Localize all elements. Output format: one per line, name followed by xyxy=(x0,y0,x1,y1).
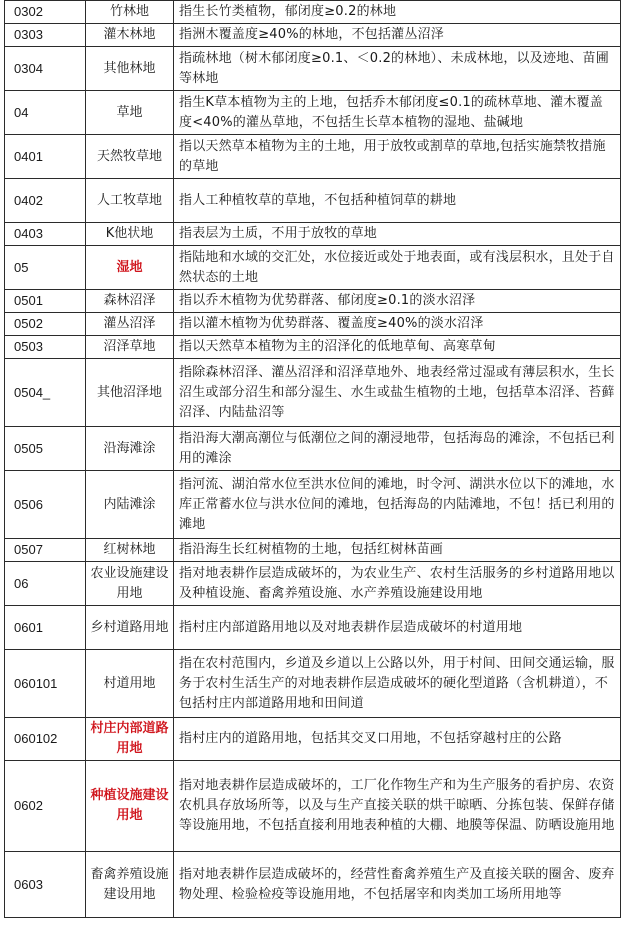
code-cell: 0304 xyxy=(5,47,86,91)
name-cell: 内陆滩涂 xyxy=(86,471,174,539)
code-cell: 0507 xyxy=(5,539,86,562)
description-cell: 指在农村范围内，乡道及乡道以上公路以外，用于村间、田间交通运输，服务于农村生活生产的对地表耕作层造成破坏的硬化型道路（含机耕道），不包括村庄内部道路用地和田间道 xyxy=(174,650,621,718)
name-cell: 草地 xyxy=(86,91,174,135)
code-cell: 0403 xyxy=(5,223,86,246)
table-row xyxy=(5,606,621,650)
description-cell: 指洲木覆盖度≥40%的林地，不包括灌丛沼泽 xyxy=(174,24,621,47)
name-cell: 竹林地 xyxy=(86,1,174,24)
description-cell: 指表层为土质，不用于放牧的草地 xyxy=(174,223,621,246)
name-cell: 沼泽草地 xyxy=(86,336,174,359)
table-row xyxy=(5,852,621,918)
code-cell: 05 xyxy=(5,246,86,290)
table-row xyxy=(5,471,621,539)
code-cell: 0504_ xyxy=(5,359,86,427)
table-row xyxy=(5,223,621,246)
name-cell: 灌丛沼泽 xyxy=(86,313,174,336)
code-cell: 0505 xyxy=(5,427,86,471)
code-cell: 0506 xyxy=(5,471,86,539)
table-row xyxy=(5,179,621,223)
name-cell: 农业设施建设用地 xyxy=(86,562,174,606)
description-cell: 指对地表耕作层造成破坏的，工厂化作物生产和为生产服务的看护房、农资农机具存放场所等，以及与生产直接关联的烘干晾晒、分拣包装、保鲜存储等设施用地，不包括直接利用地表种植的大棚、地膜等保温、防晒设施用地 xyxy=(174,761,621,852)
description-cell: 指沿海大潮高潮位与低潮位之间的潮浸地带，包括海岛的滩涂，不包括已利用的滩涂 xyxy=(174,427,621,471)
name-cell: 村道用地 xyxy=(86,650,174,718)
table-row xyxy=(5,290,621,313)
table-row xyxy=(5,359,621,427)
table-row xyxy=(5,313,621,336)
name-cell: 人工牧草地 xyxy=(86,179,174,223)
table-row xyxy=(5,562,621,606)
description-cell: 指人工种植牧草的草地，不包括种植饲草的耕地 xyxy=(174,179,621,223)
description-cell: 指疏林地（树木郁闭度≥0.1、＜0.2的林地）、未成林地，以及迹地、苗圃等林地 xyxy=(174,47,621,91)
name-cell: 种植设施建设用地 xyxy=(86,761,174,852)
table-row xyxy=(5,24,621,47)
table-row xyxy=(5,650,621,718)
code-cell: 0503 xyxy=(5,336,86,359)
code-cell: 0402 xyxy=(5,179,86,223)
description-cell: 指除森林沼泽、灌丛沼泽和沼泽草地外、地表经常过湿或有薄层积水，生长沼生或部分沼生和部分湿生、水生或盐生植物的土地，包括草本沼泽、苔藓沼泽、内陆盐沼等 xyxy=(174,359,621,427)
name-cell: 沿海滩涂 xyxy=(86,427,174,471)
table-row xyxy=(5,718,621,761)
code-cell: 0502 xyxy=(5,313,86,336)
table-row xyxy=(5,91,621,135)
name-cell: 乡村道路用地 xyxy=(86,606,174,650)
name-cell: 森林沼泽 xyxy=(86,290,174,313)
description-cell: 指对地表耕作层造成破坏的，经营性畜禽养殖生产及直接关联的圈舍、废弃物处理、检验检疫等设施用地，不包括屠宰和肉类加工场所用地等 xyxy=(174,852,621,918)
land-classification-table xyxy=(4,0,621,918)
description-cell: 指以天然草本植物为主的沼泽化的低地草甸、高寒草甸 xyxy=(174,336,621,359)
description-cell: 指村庄内部道路用地以及对地表耕作层造成破坏的村道用地 xyxy=(174,606,621,650)
code-cell: 0303 xyxy=(5,24,86,47)
code-cell: 060101 xyxy=(5,650,86,718)
code-cell: 0401 xyxy=(5,135,86,179)
code-cell: 04 xyxy=(5,91,86,135)
code-cell: 06 xyxy=(5,562,86,606)
table-row xyxy=(5,539,621,562)
code-cell: 0603 xyxy=(5,852,86,918)
description-cell: 指生长竹类植物，郁闭度≥0.2的林地 xyxy=(174,1,621,24)
code-cell: 0601 xyxy=(5,606,86,650)
description-cell: 指沿海生长红树植物的土地，包括红树林苗画 xyxy=(174,539,621,562)
table-row xyxy=(5,246,621,290)
name-cell: K他状地 xyxy=(86,223,174,246)
description-cell: 指河流、湖泊常水位至洪水位间的滩地，时令河、湖洪水位以下的滩地，水库正常蓄水位与洪水位间的滩地，包括海岛的内陆滩地，不包！括已利用的滩地 xyxy=(174,471,621,539)
name-cell: 红树林地 xyxy=(86,539,174,562)
name-cell: 其他沼泽地 xyxy=(86,359,174,427)
description-cell: 指陆地和水域的交汇处，水位接近或处于地表面，或有浅层积水，且处于自然状态的土地 xyxy=(174,246,621,290)
table-row xyxy=(5,1,621,24)
name-cell: 畜禽养殖设施建设用地 xyxy=(86,852,174,918)
table-row xyxy=(5,135,621,179)
description-cell: 指对地表耕作层造成破坏的，为农业生产、农村生活服务的乡村道路用地以及种植设施、畜禽养殖设施、水产养殖设施建设用地 xyxy=(174,562,621,606)
code-cell: 0302 xyxy=(5,1,86,24)
name-cell: 湿地 xyxy=(86,246,174,290)
name-cell: 村庄内部道路用地 xyxy=(86,718,174,761)
description-cell: 指以天然草本植物为主的土地，用于放牧或割草的草地,包括实施禁牧措施的草地 xyxy=(174,135,621,179)
table-row xyxy=(5,47,621,91)
table-row xyxy=(5,336,621,359)
description-cell: 指生K草本植物为主的上地，包括乔木郁闭度≤0.1的疏林草地、灌木覆盖度<40%的灌丛草地，不包括生长草本植物的湿地、盐碱地 xyxy=(174,91,621,135)
table-row xyxy=(5,761,621,852)
description-cell: 指以乔木植物为优势群落、郁闭度≥0.1的淡水沼泽 xyxy=(174,290,621,313)
name-cell: 灌木林地 xyxy=(86,24,174,47)
description-cell: 指村庄内的道路用地，包括其交叉口用地，不包括穿越村庄的公路 xyxy=(174,718,621,761)
table-row xyxy=(5,427,621,471)
name-cell: 其他林地 xyxy=(86,47,174,91)
code-cell: 060102 xyxy=(5,718,86,761)
code-cell: 0602 xyxy=(5,761,86,852)
code-cell: 0501 xyxy=(5,290,86,313)
name-cell: 天然牧草地 xyxy=(86,135,174,179)
description-cell: 指以灌木植物为优势群落、覆盖度≥40%的淡水沼泽 xyxy=(174,313,621,336)
